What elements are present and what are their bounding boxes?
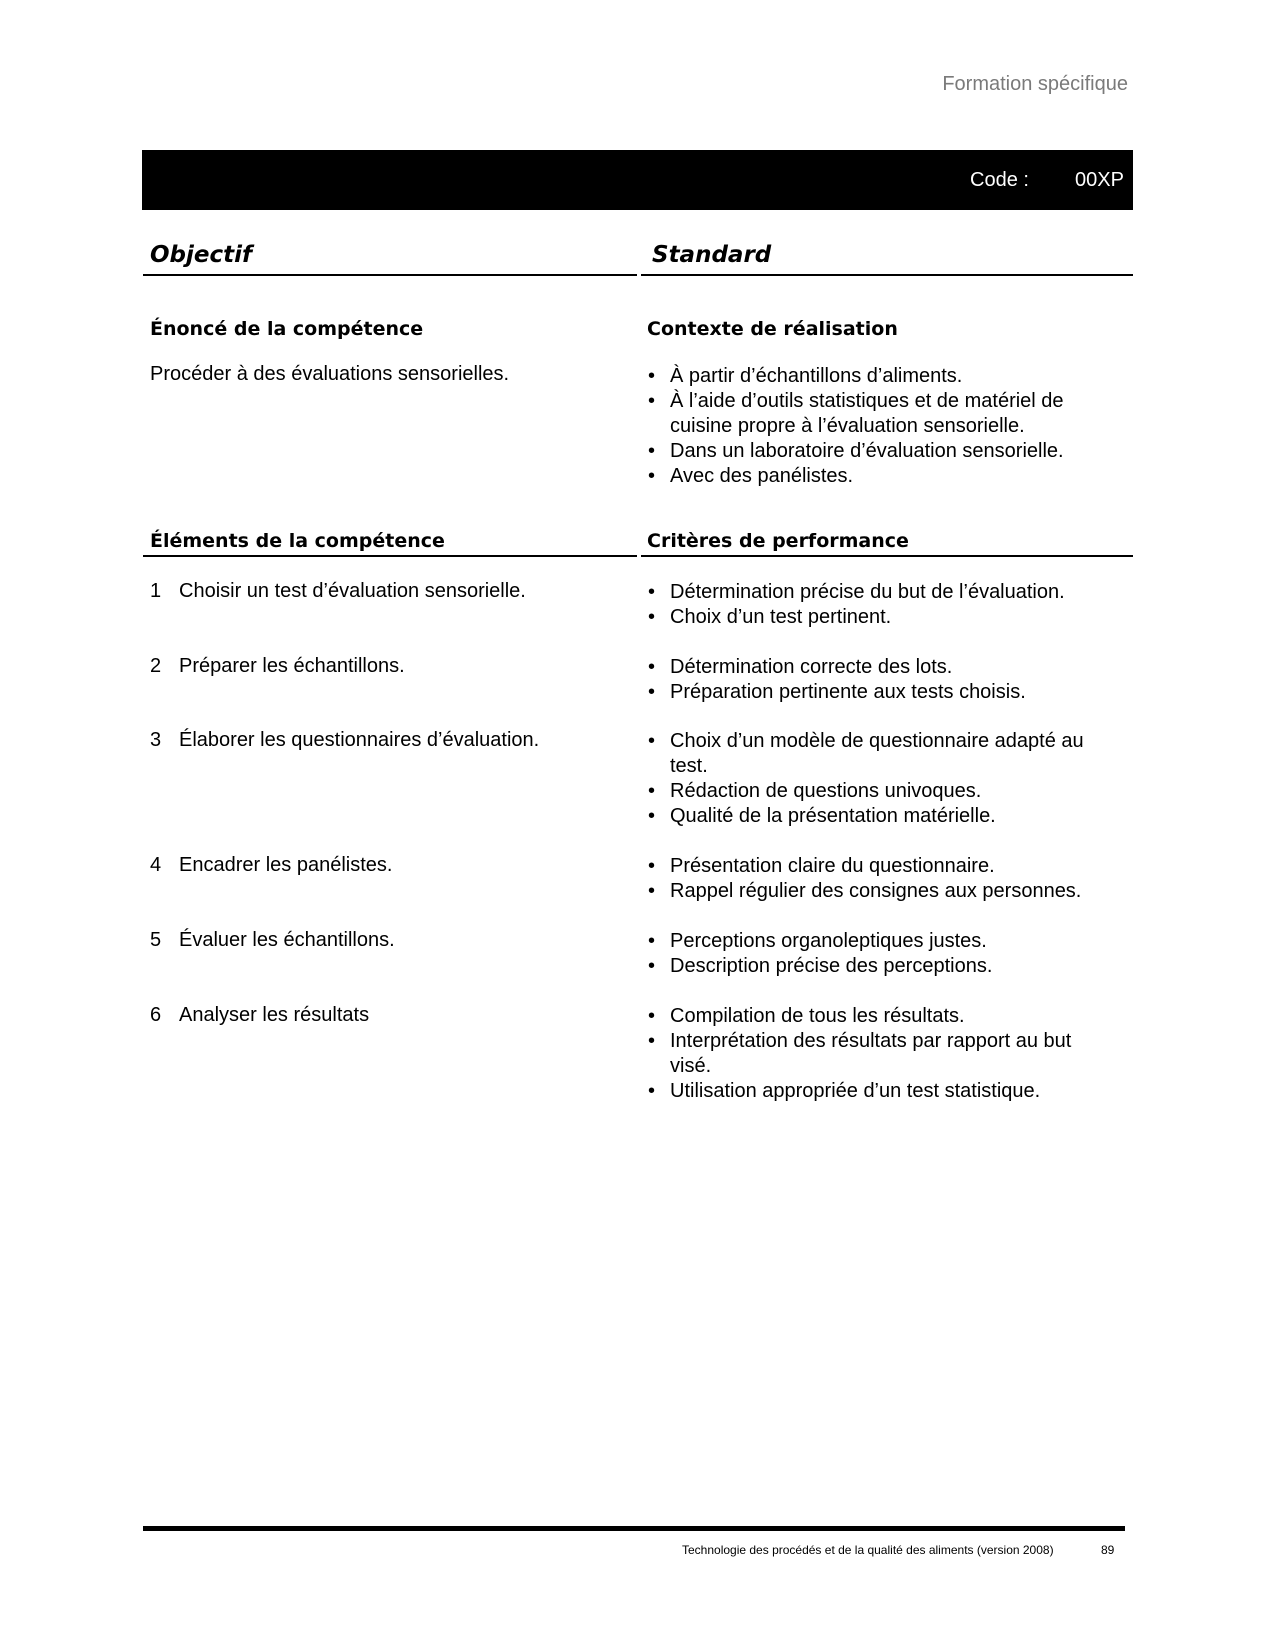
- contexte-list: [646, 364, 1116, 489]
- running-header: Formation spécifique: [942, 73, 1128, 95]
- criteria-list: [646, 580, 1116, 630]
- element-number: 1: [150, 580, 162, 602]
- code-bar: [142, 150, 1133, 210]
- element-number: 4: [150, 854, 162, 876]
- element-number: 3: [150, 729, 162, 751]
- element-number: 5: [150, 929, 162, 951]
- list-item: • Avec des panélistes.: [646, 464, 1116, 489]
- enonce-text: Procéder à des évaluations sensorielles.: [150, 363, 510, 385]
- list-item: • Qualité de la présentation matérielle.: [646, 804, 1116, 829]
- code-label: Code :: [970, 169, 1029, 191]
- element-text: Choisir un test d’évaluation sensorielle.: [179, 580, 526, 602]
- list-item: • Description précise des perceptions.: [646, 954, 1116, 979]
- list-item: • Interprétation des résultats par rapport au but visé.: [646, 1029, 1116, 1079]
- list-item: • Dans un laboratoire d’évaluation sensorielle.: [646, 439, 1116, 464]
- elements-title: Éléments de la compétence: [150, 530, 445, 552]
- list-item: • À l’aide d’outils statistiques et de matériel de cuisine propre à l’évaluation sensorielle.: [646, 389, 1116, 439]
- heading-rule-left: [143, 274, 637, 276]
- element-text: Évaluer les échantillons.: [179, 929, 395, 951]
- column-heading-standard: Standard: [652, 242, 772, 268]
- criteria-list: [646, 929, 1116, 979]
- list-item: • Détermination correcte des lots.: [646, 655, 1116, 680]
- list-item: • Détermination précise du but de l’évaluation.: [646, 580, 1116, 605]
- section-rule-left: [143, 555, 637, 557]
- criteria-list: [646, 729, 1116, 829]
- list-item: • Utilisation appropriée d’un test statistique.: [646, 1079, 1116, 1104]
- code-value: 00XP: [1075, 169, 1124, 191]
- list-item: • Choix d’un modèle de questionnaire adapté au test.: [646, 729, 1116, 779]
- criteria-list: [646, 1004, 1116, 1104]
- criteres-title: Critères de performance: [647, 530, 909, 552]
- criteria-list: [646, 854, 1116, 904]
- element-text: Préparer les échantillons.: [179, 655, 405, 677]
- footer-rule: [143, 1526, 1125, 1531]
- list-item: • Présentation claire du questionnaire.: [646, 854, 1116, 879]
- list-item: • Compilation de tous les résultats.: [646, 1004, 1116, 1029]
- contexte-title: Contexte de réalisation: [647, 318, 898, 340]
- enonce-title: Énoncé de la compétence: [150, 318, 424, 340]
- list-item: • Rédaction de questions univoques.: [646, 779, 1116, 804]
- criteria-list: [646, 655, 1116, 705]
- page-number: 89: [1101, 1543, 1115, 1557]
- footer-title: Technologie des procédés et de la qualité des aliments (version 2008): [682, 1543, 1054, 1557]
- section-rule-right: [641, 555, 1133, 557]
- element-text: Analyser les résultats: [179, 1004, 370, 1026]
- column-heading-objectif: Objectif: [150, 242, 253, 268]
- list-item: • Rappel régulier des consignes aux personnes.: [646, 879, 1116, 904]
- element-number: 2: [150, 655, 162, 677]
- list-item: • Préparation pertinente aux tests choisis.: [646, 680, 1116, 705]
- heading-rule-right: [641, 274, 1133, 276]
- list-item: • Choix d’un test pertinent.: [646, 605, 1116, 630]
- list-item: • À partir d’échantillons d’aliments.: [646, 364, 1116, 389]
- element-text: Encadrer les panélistes.: [179, 854, 393, 876]
- element-number: 6: [150, 1004, 162, 1026]
- list-item: • Perceptions organoleptiques justes.: [646, 929, 1116, 954]
- element-text: Élaborer les questionnaires d’évaluation.: [179, 729, 540, 751]
